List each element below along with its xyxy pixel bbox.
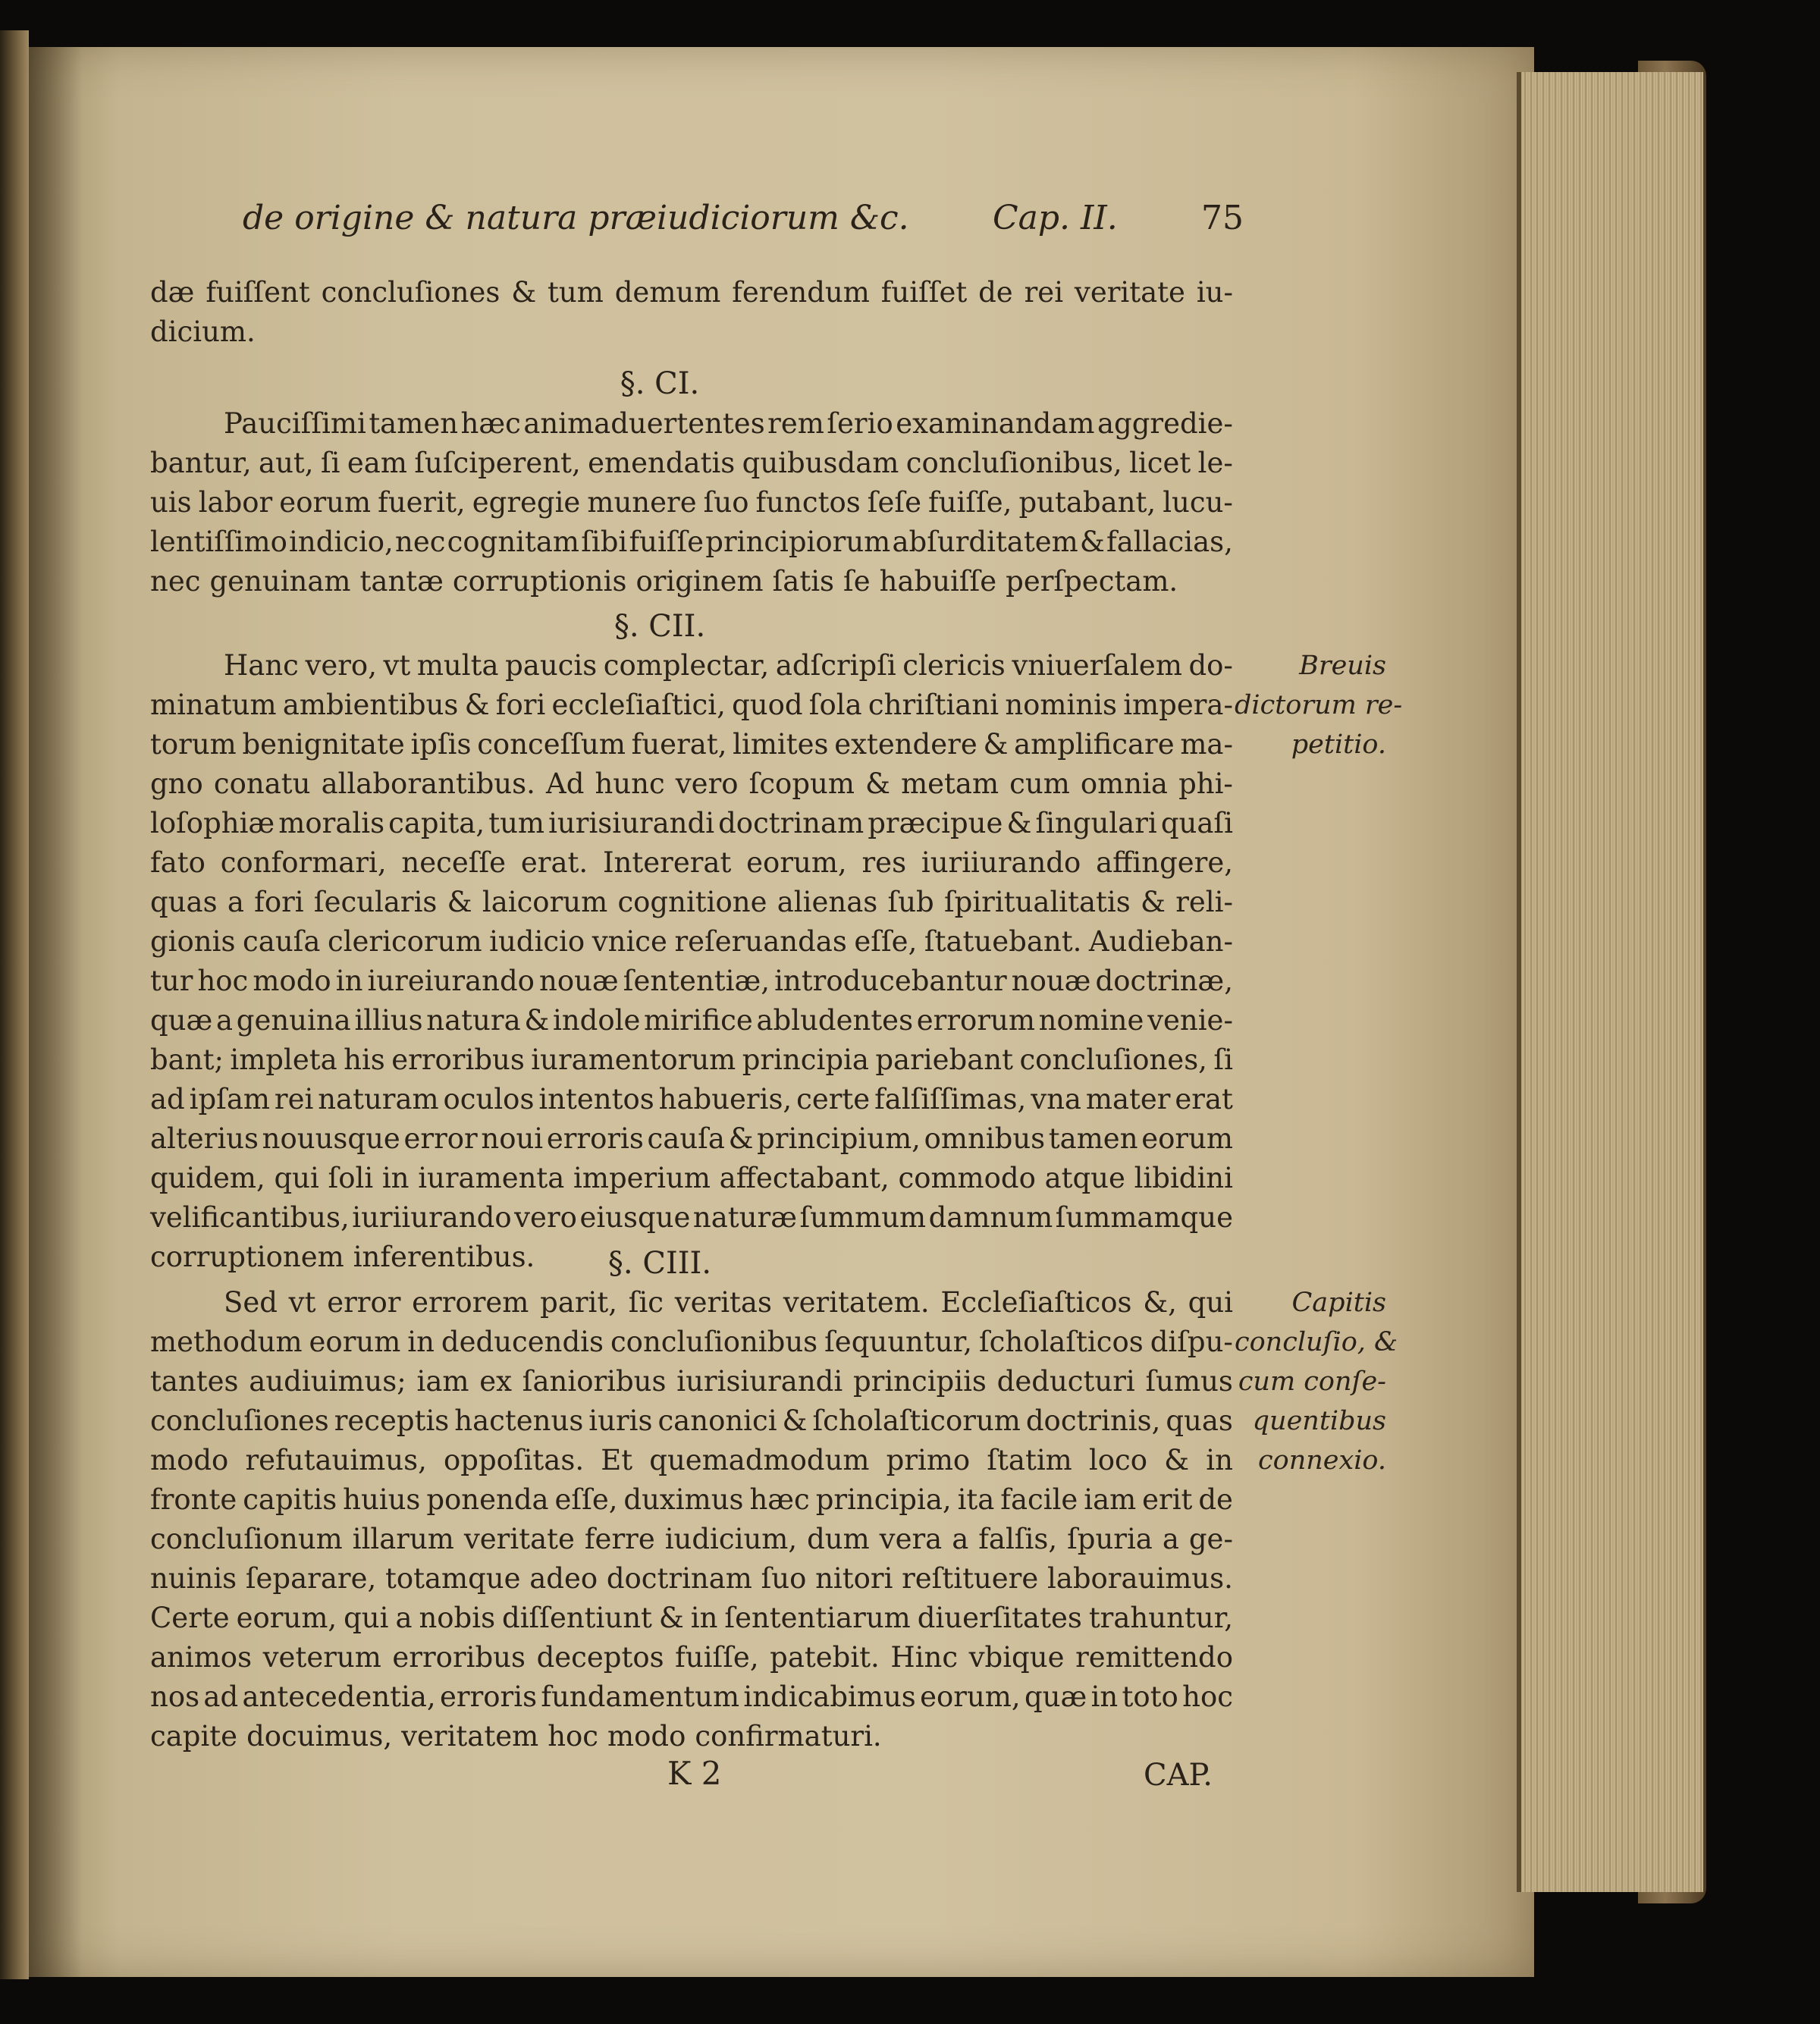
text-line: nos ad antecedentia, erroris fundamentum indicabimus eorum, quæ in toto hoc [150, 1680, 1233, 1713]
text-line: uis labor eorum fuerit, egregie munere ſuo functos ſeſe fuiſſe, putabant, lucu- [150, 486, 1233, 519]
text-line: loſophiæ moralis capita, tum iurisiurandi doctrinam præcipue & ſingulari quaſi [150, 807, 1233, 839]
text-line: bant; impleta his erroribus iuramentorum principia pariebant concluſiones, ſi [150, 1043, 1233, 1076]
text-line: quæ a genuina illius natura & indole mirifice abludentes errorum nomine venie- [150, 1004, 1233, 1037]
margin-note-line: concluſio, & [1235, 1327, 1398, 1357]
text-line: animos veterum erroribus deceptos fuiſſe, patebit. Hinc vbique remittendo [150, 1641, 1233, 1674]
margin-note-line: cum conſe- [1238, 1367, 1386, 1397]
text-line: fato conformari, neceſſe erat. Intererat eorum, res iuriiurando affingere, [150, 846, 1233, 879]
page-number: 75 [1201, 199, 1244, 237]
text-line: tantes audiuimus; iam ex ſanioribus iurisiurandi principiis deducturi ſumus [150, 1365, 1233, 1398]
text-line: fronte capitis huius ponenda eſſe, duximus hæc principia, ita facile iam erit de [150, 1483, 1233, 1516]
text-line: concluſionum illarum veritate ferre iudicium, dum vera a falſis, ſpuria a ge- [150, 1523, 1233, 1555]
text-line: methodum eorum in deducendis concluſionibus ſequuntur, ſcholaſticos diſpu- [150, 1326, 1233, 1358]
section-heading: §. CII. [613, 609, 706, 644]
previous-page-edge [0, 30, 29, 1979]
signature-mark: K 2 [667, 1755, 722, 1792]
text-line: dæ fuiſſent concluſiones & tum demum ferendum fuiſſet de rei veritate iu- [150, 276, 1233, 309]
margin-note-line: connexio. [1258, 1445, 1386, 1476]
text-line: modo refutauimus, oppoſitas. Et quemadmodum primo ſtatim loco & in [150, 1444, 1233, 1476]
text-line: nuinis ſeparare, totamque adeo doctrinam ſuo nitori reſtituere laborauimus. [150, 1562, 1233, 1595]
text-line: dicium. [150, 315, 256, 348]
text-line: torum benignitate ipſis conceſſum fuerat, limites extendere & amplificare ma- [150, 728, 1233, 761]
text-line: Certe eorum, qui a nobis diſſentiunt & in ſententiarum diuerſitates trahuntur, [150, 1602, 1233, 1634]
catchword: CAP. [1144, 1758, 1213, 1793]
section-heading: §. CIII. [607, 1246, 712, 1281]
running-head [243, 199, 1244, 237]
text-line: alterius nouusque error noui erroris cauſa & principium, omnibus tamen eorum [150, 1122, 1233, 1155]
margin-note-line: Capitis [1291, 1288, 1386, 1318]
gutter-shadow [29, 47, 82, 1977]
text-line: velificantibus, iuriiurando vero eiusque naturæ ſummum damnum ſummamque [150, 1201, 1233, 1234]
running-head-chapter: Cap. II. [992, 199, 1118, 237]
text-line: Sed vt error errorem parit, ſic veritas veritatem. Eccleſiaſticos &, qui [224, 1286, 1233, 1319]
running-head-title: de origine & natura præiudiciorum &c. [243, 199, 909, 237]
page-block-edge [1517, 72, 1703, 1892]
text-line: tur hoc modo in iureiurando nouæ ſententiæ, introducebantur nouæ doctrinæ, [150, 965, 1233, 997]
text-line: nec genuinam tantæ corruptionis originem ſatis ſe habuiſſe perſpectam. [150, 565, 1178, 598]
text-line: quidem, qui ſoli in iuramenta imperium affectabant, commodo atque libidini [150, 1162, 1233, 1194]
text-line: bantur, aut, ſi eam ſuſciperent, emendatis quibusdam concluſionibus, licet le- [150, 447, 1233, 479]
margin-note-line: quentibus [1252, 1406, 1386, 1436]
text-line: capite docuimus, veritatem hoc modo confirmaturi. [150, 1720, 882, 1753]
margin-note-line: Breuis [1299, 651, 1386, 681]
text-line: gno conatu allaborantibus. Ad hunc vero ſcopum & metam cum omnia phi- [150, 767, 1233, 800]
text-line: quas a fori ſecularis & laicorum cognitione alienas ſub ſpiritualitatis & reli- [150, 886, 1233, 918]
margin-note-line: dictorum re- [1235, 690, 1403, 720]
text-line: Pauciſſimi tamen hæc animaduertentes rem ſerio examinandam aggredie- [224, 407, 1233, 440]
section-heading: §. CI. [620, 366, 700, 401]
text-line: lentiſſimo indicio, nec cognitam ſibi fuiſſe principiorum abſurditatem & fallacias, [150, 526, 1233, 558]
text-line: corruptionem inferentibus. [150, 1241, 535, 1273]
margin-note-line: petitio. [1291, 730, 1386, 760]
text-line: ad ipſam rei naturam oculos intentos habueris, certe falſiſſimas, vna mater erat [150, 1083, 1233, 1116]
text-line: Hanc vero, vt multa paucis complectar, adſcripſi clericis vniuerſalem do- [224, 649, 1233, 682]
text-line: minatum ambientibus & fori eccleſiaſtici, quod ſola chriſtiani nominis impera- [150, 689, 1233, 721]
text-line: gionis cauſa clericorum iudicio vnice reſeruandas eſſe, ſtatuebant. Audieban- [150, 925, 1233, 958]
text-line: concluſiones receptis hactenus iuris canonici & ſcholaſticorum doctrinis, quas [150, 1404, 1233, 1437]
